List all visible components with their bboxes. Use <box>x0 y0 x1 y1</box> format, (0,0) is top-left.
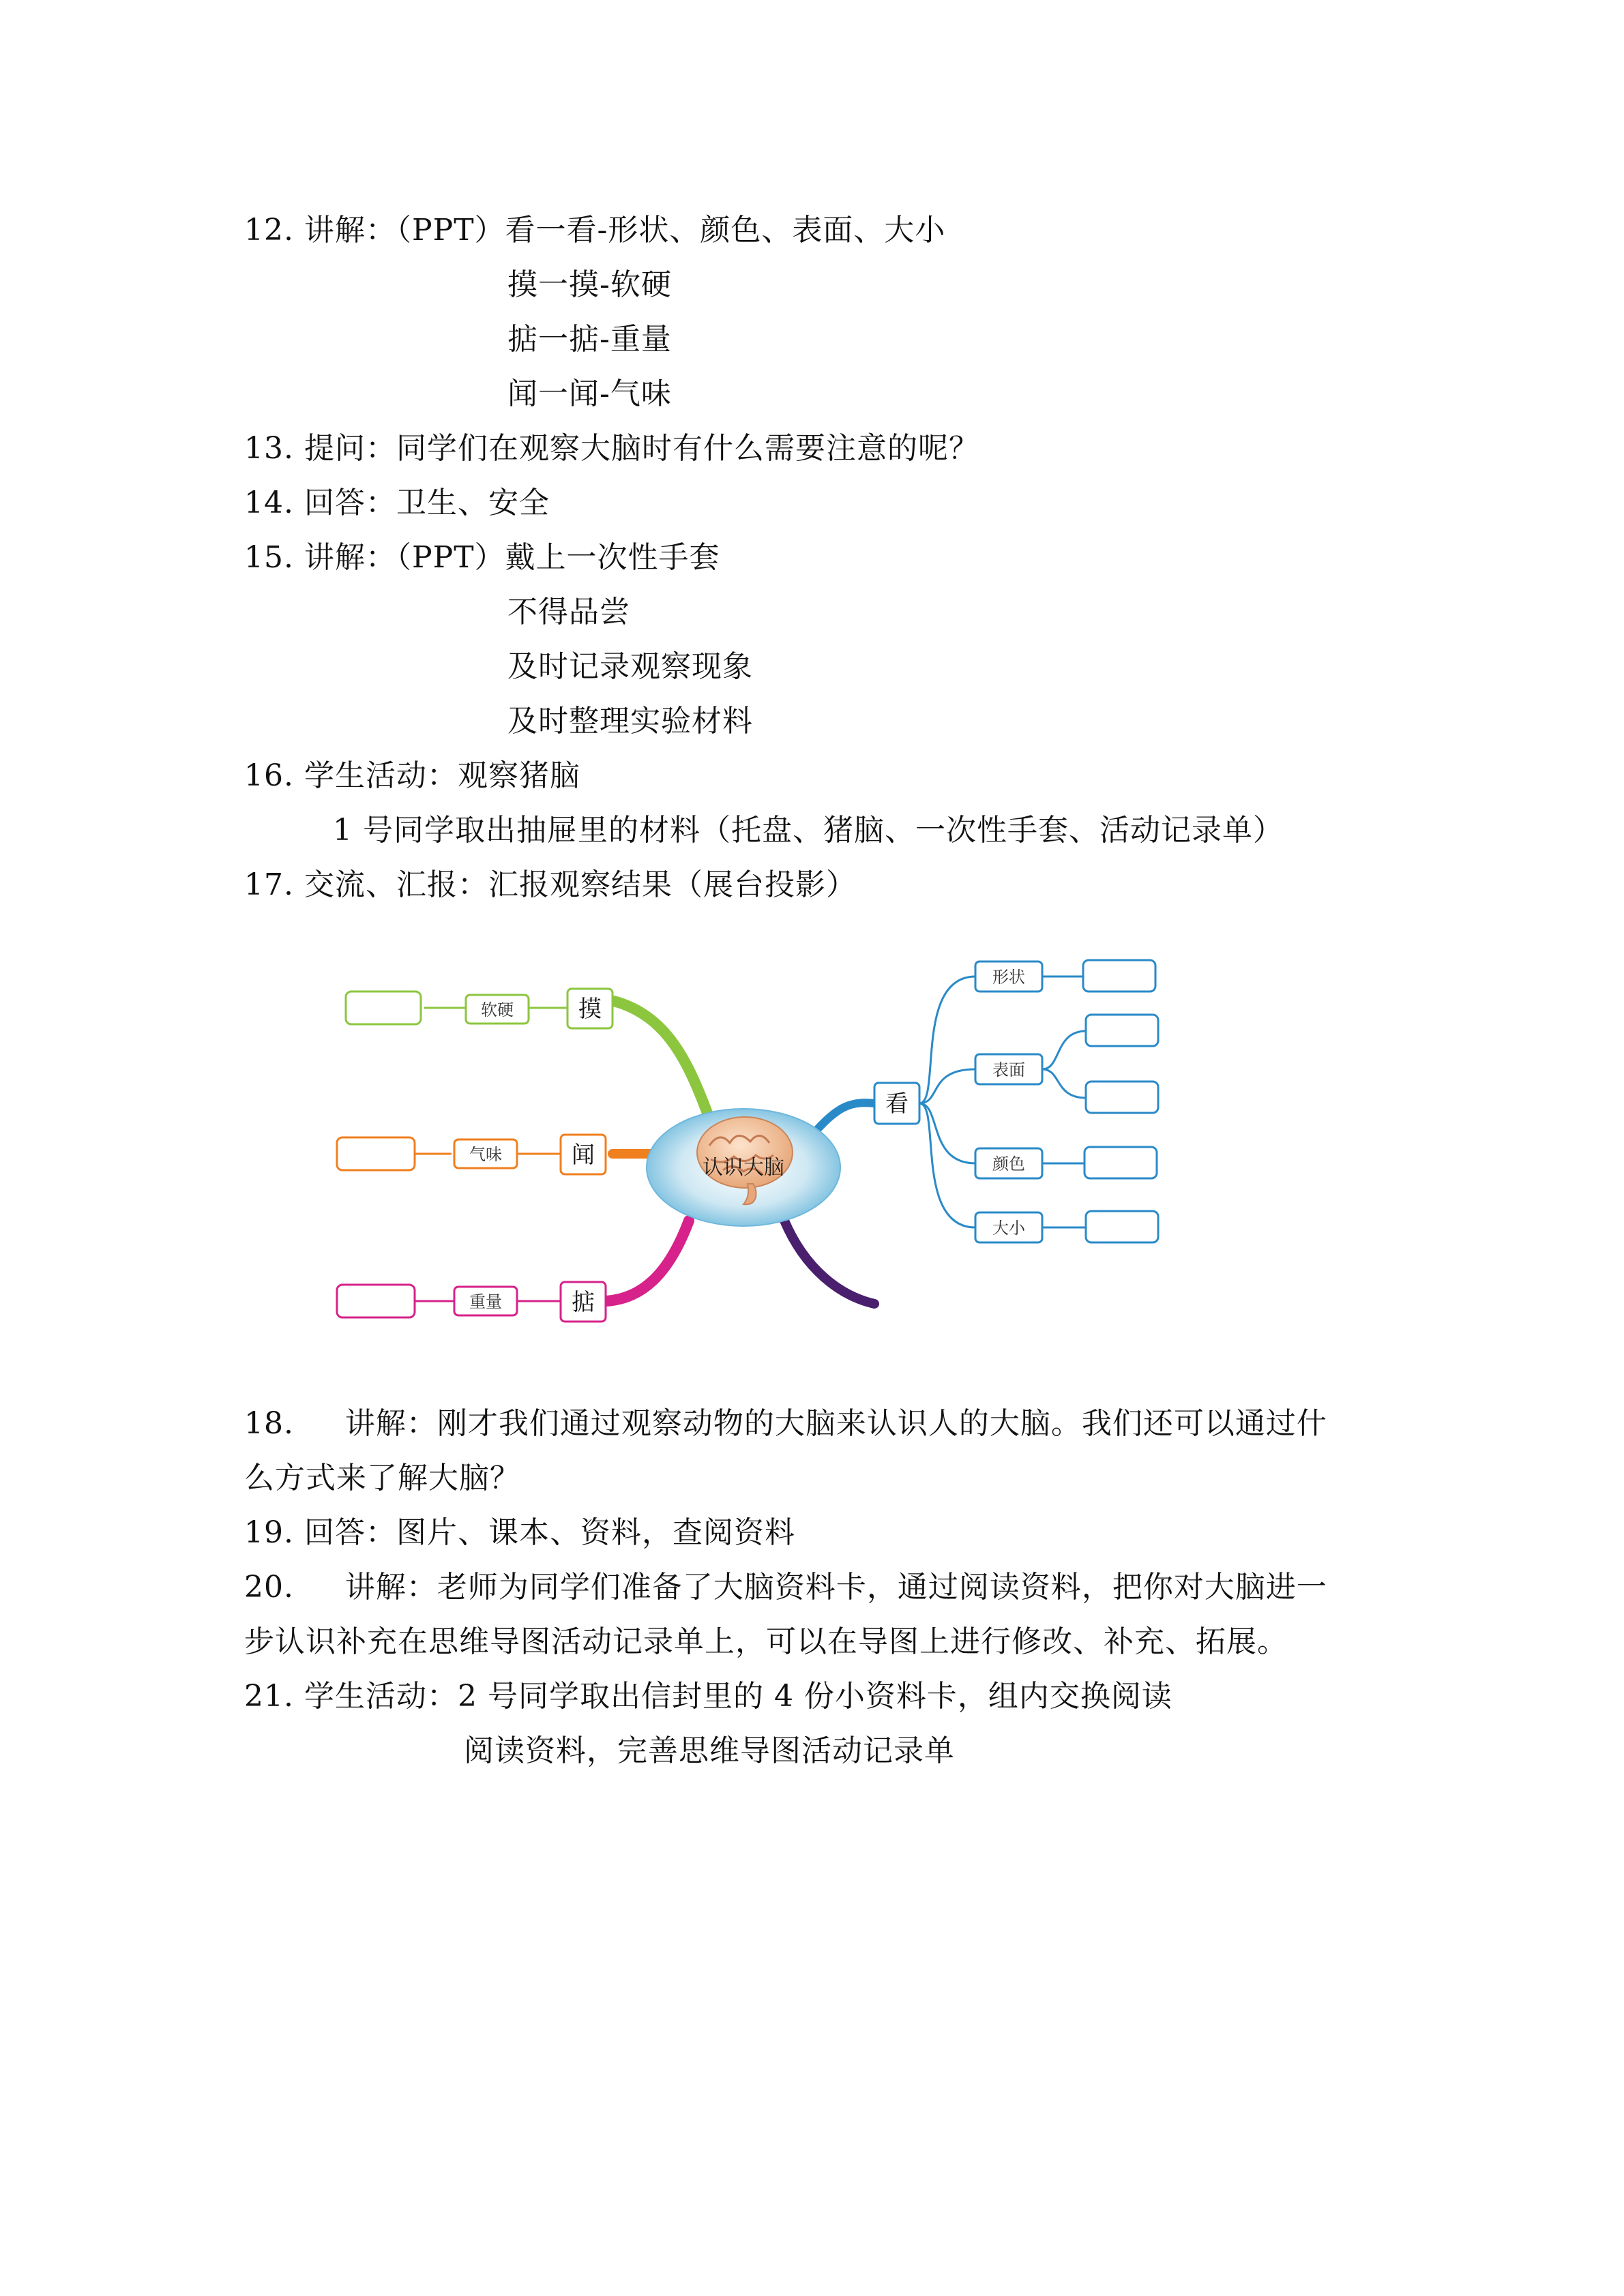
item-number: 19. <box>244 1515 294 1550</box>
line-text: 么方式来了解大脑？ <box>244 1461 520 1495</box>
line-18 <box>244 1403 1327 1444</box>
blank-box-odor <box>337 1137 415 1170</box>
blank-box-surface-2 <box>1086 1082 1158 1113</box>
branch-curve-touch <box>614 1001 709 1118</box>
blank-box-weight <box>337 1285 415 1317</box>
look-connectors <box>919 976 1086 1227</box>
line-18-cont <box>244 1458 520 1499</box>
line-text: 回答：图片、课本、资料，查阅资料 <box>304 1515 795 1550</box>
line-21-cont <box>464 1731 955 1772</box>
line-19 <box>244 1512 795 1553</box>
line-text: 阅读资料，完善思维导图活动记录单 <box>464 1733 955 1768</box>
sub-label-hardness: 软硬 <box>481 1000 514 1019</box>
blank-box-size <box>1086 1211 1158 1242</box>
blank-box-shape <box>1083 960 1155 992</box>
sub-label-odor: 气味 <box>469 1145 502 1164</box>
line-text: 不得品尝 <box>507 595 630 629</box>
line-text: 交流、汇报：汇报观察结果（展台投影） <box>304 867 857 902</box>
center-label: 认识大脑 <box>703 1156 784 1180</box>
line-text: 讲解：（PPT）看一看-形状、颜色、表面、大小 <box>304 213 946 248</box>
item-number: 14. <box>244 486 294 520</box>
line-text: 闻一闻-气味 <box>507 376 672 411</box>
line-text: 步认识补充在思维导图活动记录单上，可以在导图上进行修改、补充、拓展。 <box>244 1624 1288 1659</box>
sub-label-shape: 形状 <box>992 968 1025 987</box>
line-text: 及时整理实验材料 <box>507 704 753 739</box>
item-number: 15. <box>244 540 294 575</box>
branch-label-smell: 闻 <box>572 1142 595 1169</box>
line-text: 讲解：老师为同学们准备了大脑资料卡，通过阅读资料，把你对大脑进一 <box>344 1570 1327 1605</box>
sub-label-color: 颜色 <box>992 1154 1025 1174</box>
item-number: 12. <box>244 213 294 248</box>
line-text: 讲解：（PPT）戴上一次性手套 <box>304 540 720 575</box>
line-text: 学生活动：2 号同学取出信封里的 4 份小资料卡，组内交换阅读 <box>304 1679 1172 1714</box>
blank-box-surface-1 <box>1086 1015 1158 1046</box>
line-text: 学生活动：观察猪脑 <box>304 758 580 793</box>
item-number: 20. <box>244 1570 294 1605</box>
line-text: 摸一摸-软硬 <box>507 267 672 302</box>
line-text: 讲解：刚才我们通过观察动物的大脑来认识人的大脑。我们还可以通过什 <box>344 1406 1327 1441</box>
item-number: 21. <box>244 1679 294 1714</box>
item-number: 18. <box>244 1406 294 1441</box>
line-20 <box>244 1567 1327 1608</box>
line-text: 回答：卫生、安全 <box>304 486 550 520</box>
sub-label-weight: 重量 <box>469 1292 502 1311</box>
branch-label-touch: 摸 <box>578 996 602 1023</box>
item-number: 16. <box>244 758 294 793</box>
line-text: 掂一掂-重量 <box>507 322 672 357</box>
branch-curve-bottom <box>784 1221 874 1304</box>
line-text: 1 号同学取出抽屉里的材料（托盘、猪脑、一次性手套、活动记录单） <box>333 813 1284 848</box>
sub-label-size: 大小 <box>992 1219 1025 1238</box>
branch-curve-weigh <box>606 1221 689 1301</box>
item-number: 17. <box>244 867 294 902</box>
blank-box-color <box>1084 1147 1157 1178</box>
line-20-cont <box>244 1622 1288 1663</box>
line-text: 提问：同学们在观察大脑时有什么需要注意的呢？ <box>304 431 979 466</box>
item-number: 13. <box>244 431 294 466</box>
line-text: 及时记录观察现象 <box>507 649 753 684</box>
branch-curve-look <box>815 1103 874 1132</box>
blank-box-hardness <box>346 992 421 1024</box>
line-21 <box>244 1676 1172 1717</box>
branch-label-look: 看 <box>885 1090 909 1118</box>
sub-label-surface: 表面 <box>992 1060 1025 1079</box>
branch-label-weigh: 掂 <box>572 1289 595 1316</box>
